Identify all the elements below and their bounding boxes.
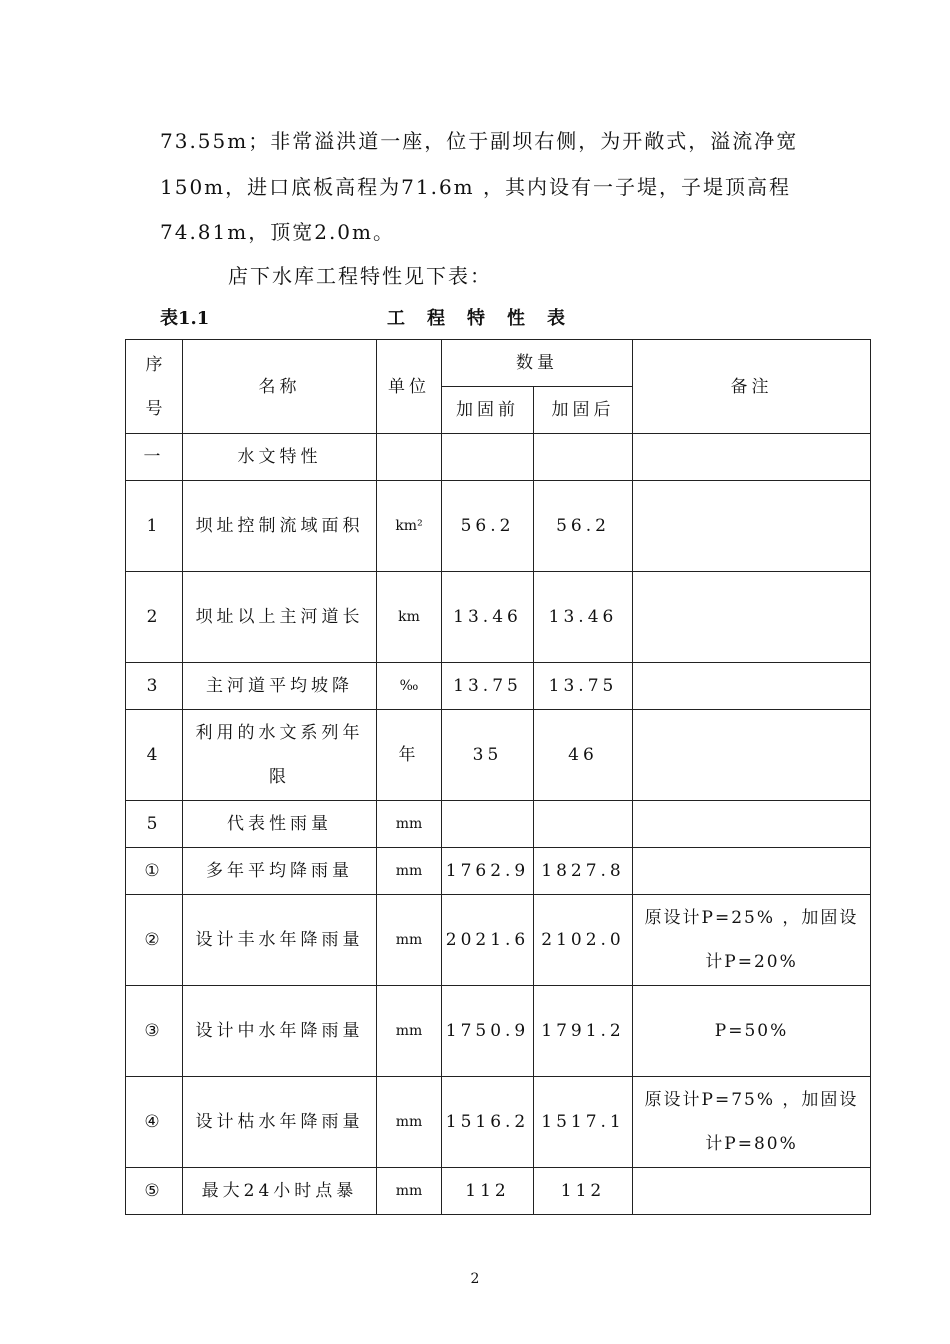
row-name: 利用的水文系列年限 — [183, 710, 377, 801]
row-name: 设计丰水年降雨量 — [183, 895, 377, 986]
engineering-characteristics-table — [125, 339, 871, 1215]
row-note — [633, 434, 871, 481]
row-seq: 一 — [126, 434, 183, 481]
row-unit: mm — [377, 848, 442, 895]
row-before: 112 — [442, 1168, 534, 1215]
header-before: 加固前 — [442, 387, 534, 434]
header-quantity: 数量 — [442, 340, 633, 387]
row-seq: 5 — [126, 801, 183, 848]
table-row — [126, 986, 871, 1077]
row-unit: ‰ — [377, 663, 442, 710]
row-seq: ④ — [126, 1077, 183, 1168]
row-before: 1516.2 — [442, 1077, 534, 1168]
row-name: 设计枯水年降雨量 — [183, 1077, 377, 1168]
row-seq: ⑤ — [126, 1168, 183, 1215]
row-before: 1762.9 — [442, 848, 534, 895]
header-name: 名称 — [183, 340, 377, 434]
header-seq: 序号 — [126, 340, 183, 434]
row-after: 1791.2 — [534, 986, 633, 1077]
row-note — [633, 801, 871, 848]
row-before — [442, 434, 534, 481]
row-unit: mm — [377, 1077, 442, 1168]
row-after: 13.75 — [534, 663, 633, 710]
row-name: 最大24小时点暴 — [183, 1168, 377, 1215]
row-seq: ① — [126, 848, 183, 895]
row-after: 56.2 — [534, 481, 633, 572]
row-name: 多年平均降雨量 — [183, 848, 377, 895]
row-after: 46 — [534, 710, 633, 801]
row-note — [633, 481, 871, 572]
row-after: 112 — [534, 1168, 633, 1215]
header-after: 加固后 — [534, 387, 633, 434]
intro-line-1: 73.55m；非常溢洪道一座，位于副坝右侧，为开敞式，溢流净宽 — [160, 129, 799, 153]
row-seq: 4 — [126, 710, 183, 801]
row-name: 设计中水年降雨量 — [183, 986, 377, 1077]
row-note — [633, 572, 871, 663]
table-row — [126, 572, 871, 663]
intro-line-2: 150m，进口底板高程为71.6m ，其内设有一子堤，子堤顶高程 — [160, 175, 791, 199]
row-before: 13.46 — [442, 572, 534, 663]
row-name: 坝址以上主河道长 — [183, 572, 377, 663]
table-row — [126, 434, 871, 481]
row-unit: km² — [377, 481, 442, 572]
row-note: 原设计P=75% ，加固设计P=80% — [633, 1077, 871, 1168]
row-seq: ② — [126, 895, 183, 986]
table-row — [126, 663, 871, 710]
table-lead-text: 店下水库工程特性见下表： — [228, 264, 492, 288]
row-note: 原设计P=25% ，加固设计P=20% — [633, 895, 871, 986]
header-note: 备注 — [633, 340, 871, 434]
header-unit: 单位 — [377, 340, 442, 434]
row-before: 2021.6 — [442, 895, 534, 986]
row-unit: 年 — [377, 710, 442, 801]
table-row — [126, 1077, 871, 1168]
table-row — [126, 481, 871, 572]
row-before: 56.2 — [442, 481, 534, 572]
row-unit: km — [377, 572, 442, 663]
row-note — [633, 710, 871, 801]
row-after: 1827.8 — [534, 848, 633, 895]
row-before — [442, 801, 534, 848]
row-name: 水文特性 — [183, 434, 377, 481]
table-row — [126, 710, 871, 801]
row-after: 2102.0 — [534, 895, 633, 986]
row-seq: 1 — [126, 481, 183, 572]
row-unit — [377, 434, 442, 481]
table-row — [126, 801, 871, 848]
row-after: 13.46 — [534, 572, 633, 663]
row-seq: 2 — [126, 572, 183, 663]
row-note — [633, 1168, 871, 1215]
row-name: 坝址控制流域面积 — [183, 481, 377, 572]
row-after: 1517.1 — [534, 1077, 633, 1168]
row-unit: mm — [377, 986, 442, 1077]
table-row — [126, 895, 871, 986]
row-seq: ③ — [126, 986, 183, 1077]
row-seq: 3 — [126, 663, 183, 710]
row-unit: mm — [377, 801, 442, 848]
row-note — [633, 848, 871, 895]
row-after — [534, 801, 633, 848]
row-name: 主河道平均坡降 — [183, 663, 377, 710]
row-before: 13.75 — [442, 663, 534, 710]
row-before: 1750.9 — [442, 986, 534, 1077]
table-row — [126, 1168, 871, 1215]
intro-line-3: 74.81m，顶宽2.0m。 — [160, 220, 395, 244]
row-note: P=50% — [633, 986, 871, 1077]
table-number: 表1.1 — [160, 308, 210, 329]
row-unit: mm — [377, 1168, 442, 1215]
table-row — [126, 848, 871, 895]
table-title: 工 程 特 性 表 — [387, 308, 567, 329]
page-number: 2 — [470, 1271, 480, 1287]
row-unit: mm — [377, 895, 442, 986]
row-after — [534, 434, 633, 481]
row-name: 代表性雨量 — [183, 801, 377, 848]
row-note — [633, 663, 871, 710]
row-before: 35 — [442, 710, 534, 801]
